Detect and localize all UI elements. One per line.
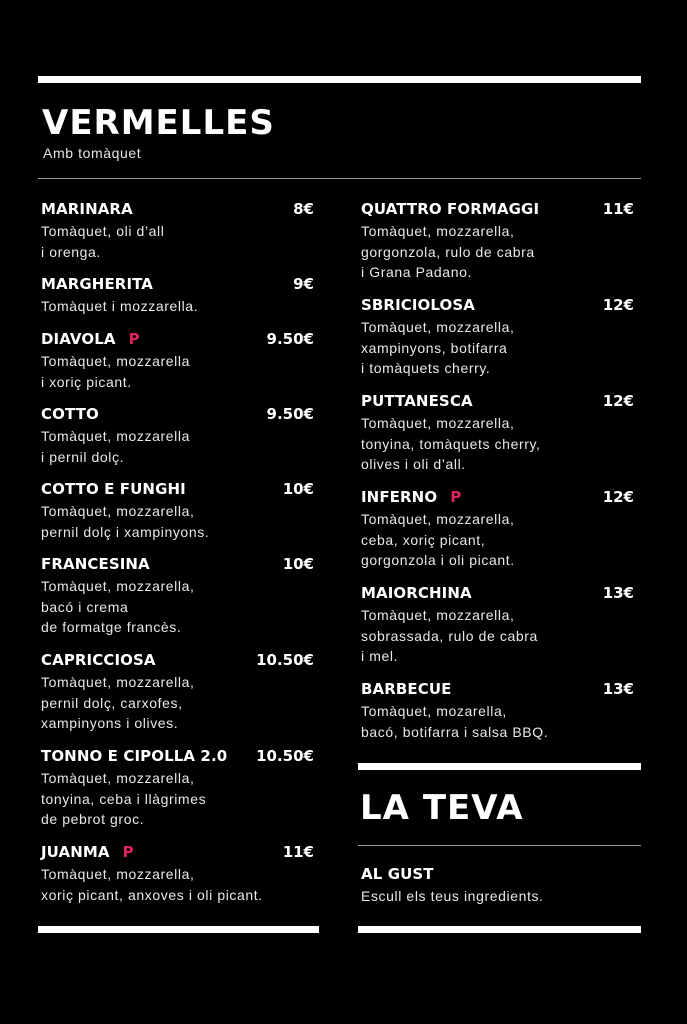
item-name: FRANCESINA	[41, 555, 150, 573]
item-price: 9.50€	[266, 405, 314, 423]
menu-item	[41, 200, 314, 275]
item-description: Tomàquet, mozzarella, ceba, xoriç picant, gorgonzola i oli picant.	[361, 511, 515, 568]
item-name: QUATTRO FORMAGGI	[361, 200, 540, 218]
item-description: Tomàquet, mozzarella i pernil dolç.	[41, 428, 190, 465]
item-description: Tomàquet, mozzarella, xoriç picant, anxoves i oli picant.	[41, 866, 263, 903]
item-description: Tomàquet, mozzarella, bacó i crema de formatge francès.	[41, 578, 195, 635]
item-price: 12€	[602, 488, 634, 506]
menu-item	[41, 747, 314, 843]
item-name: INFERNO	[361, 488, 438, 506]
menu-item	[41, 555, 314, 651]
item-name: TONNO E CIPOLLA 2.0	[41, 747, 228, 765]
item-price: 10€	[282, 480, 314, 498]
item-name: SBRICIOLOSA	[361, 296, 475, 314]
menu-item	[361, 488, 634, 584]
item-name: CAPRICCIOSA	[41, 651, 156, 669]
item-description: Escull els teus ingredients.	[361, 888, 544, 904]
item-price: 12€	[602, 296, 634, 314]
menu-item	[361, 296, 634, 392]
section-title-vermelles: VERMELLES	[42, 103, 275, 143]
top-divider-bar	[38, 76, 641, 83]
section-subtitle: Amb tomàquet	[43, 145, 142, 161]
item-name: COTTO E FUNGHI	[41, 480, 186, 498]
menu-item	[41, 480, 314, 555]
menu-item	[41, 405, 314, 480]
item-price: 12€	[602, 392, 634, 410]
menu-item	[361, 392, 634, 488]
item-name: PUTTANESCA	[361, 392, 473, 410]
item-name: MAIORCHINA	[361, 584, 472, 602]
item-description: Tomàquet, mozzarella i xoriç picant.	[41, 353, 190, 390]
item-description: Tomàquet, mozarella, bacó, botifarra i salsa BBQ.	[361, 703, 549, 740]
menu-item	[41, 843, 314, 918]
la-teva-item	[361, 865, 634, 907]
menu-item	[41, 651, 314, 747]
item-price: 9.50€	[266, 330, 314, 348]
item-price: 9€	[293, 275, 314, 293]
menu-item	[41, 330, 314, 405]
menu-column-right	[361, 200, 634, 755]
item-description: Tomàquet i mozzarella.	[41, 298, 199, 314]
menu-item	[361, 680, 634, 755]
menu-item	[361, 584, 634, 680]
item-name: DIAVOLA	[41, 330, 116, 348]
item-price: 10€	[282, 555, 314, 573]
spicy-badge: P	[450, 488, 462, 506]
item-description: Tomàquet, oli d’all i orenga.	[41, 223, 165, 260]
item-price: 13€	[602, 584, 634, 602]
item-description: Tomàquet, mozzarella, gorgonzola, rulo de cabra i Grana Padano.	[361, 223, 535, 280]
spicy-badge: P	[128, 330, 140, 348]
item-name: BARBECUE	[361, 680, 452, 698]
item-description: Tomàquet, mozzarella, pernil dolç, carxofes, xampinyons i olives.	[41, 674, 195, 731]
item-name: MARINARA	[41, 200, 133, 218]
item-price: 11€	[602, 200, 634, 218]
item-name: JUANMA	[41, 843, 110, 861]
item-description: Tomàquet, mozzarella, xampinyons, botifarra i tomàquets cherry.	[361, 319, 515, 376]
item-name: COTTO	[41, 405, 99, 423]
item-description: Tomàquet, mozzarella, pernil dolç i xampinyons.	[41, 503, 210, 540]
bottom-bar-right	[358, 926, 641, 933]
spicy-badge: P	[122, 843, 134, 861]
menu-item	[41, 275, 314, 330]
menu-column-left	[41, 200, 314, 918]
item-description: Tomàquet, mozzarella, tonyina, tomàquets cherry, olives i oli d’all.	[361, 415, 541, 472]
la-teva-divider-bar	[358, 763, 641, 770]
section-rule	[38, 178, 641, 179]
bottom-bar-left	[38, 926, 319, 933]
item-description: Tomàquet, mozzarella, tonyina, ceba i llàgrimes de pebrot groc.	[41, 770, 207, 827]
item-description: Tomàquet, mozzarella, sobrassada, rulo de cabra i mel.	[361, 607, 538, 664]
item-name: MARGHERITA	[41, 275, 154, 293]
la-teva-rule	[358, 845, 641, 846]
item-name: AL GUST	[361, 865, 434, 883]
item-price: 8€	[293, 200, 314, 218]
section-title-la-teva: LA TEVA	[360, 788, 524, 828]
item-price: 11€	[282, 843, 314, 861]
item-price: 13€	[602, 680, 634, 698]
item-price: 10.50€	[256, 651, 314, 669]
menu-item	[361, 200, 634, 296]
item-price: 10.50€	[256, 747, 314, 765]
